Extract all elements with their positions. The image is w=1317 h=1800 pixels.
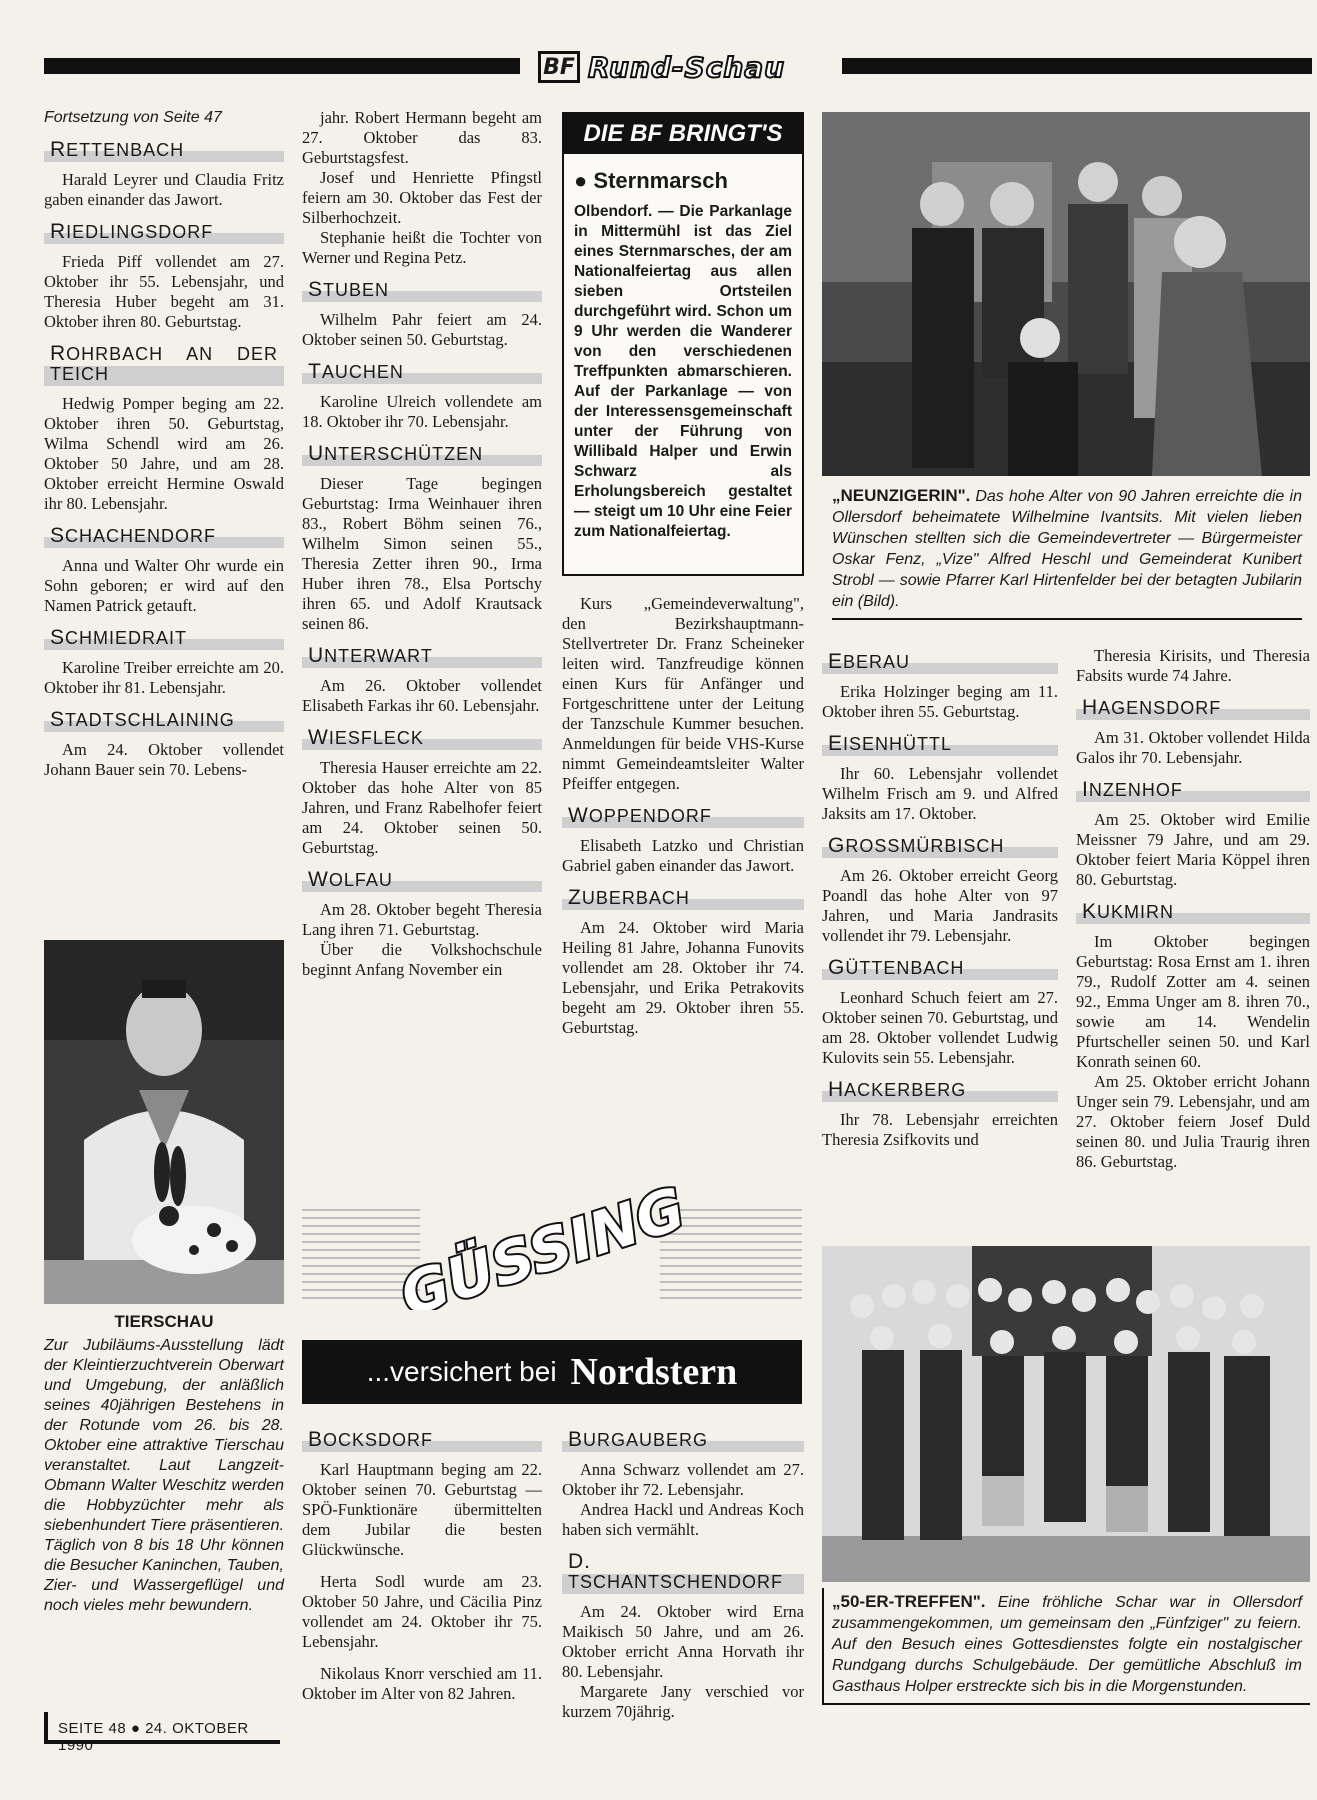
column-bottom-right — [562, 1418, 804, 1722]
paragraph: Harald Leyrer und Claudia Fritz gaben einander das Jawort. — [44, 170, 284, 209]
paragraph: Karoline Treiber erreichte am 20. Oktober ihr 81. Lebensjahr. — [44, 658, 284, 697]
paragraph: Am 25. Oktober erricht Johann Unger sein 79. Lebensjahr, und am 27. Oktober feiern Josef Duld seinen 80. und Julia Traurig ihren 86. Geburtstag. — [1076, 1072, 1310, 1171]
section-heading: EISENHÜTTL — [822, 732, 1058, 756]
section-heading: SCHMIEDRAIT — [44, 626, 284, 650]
section-heading: WOLFAU — [302, 868, 542, 892]
bf-bringts-box — [562, 112, 804, 576]
section-heading: KUKMIRN — [1076, 900, 1310, 924]
paragraph: Hedwig Pomper beging am 22. Oktober ihren 50. Geburtstag, Wilma Schendl wird am 26. Oktober 50 Jahre, und am 28. Oktober erreicht Hermine Oswald ihr 80. Lebensjahr. — [44, 394, 284, 513]
column-3 — [562, 594, 804, 1038]
col5-sections — [1076, 696, 1310, 1172]
paragraph: Erika Holzinger beging am 11. Oktober ihren 55. Geburtstag. — [822, 682, 1058, 721]
paragraph: Am 24. Oktober wird Maria Heiling 81 Jahre, Johanna Funovits vollendet am 28. Oktober ihr 74. Lebensjahr, und Erika Petrakovits begeht am 29. Oktober ihren 55. Geburtstag. — [562, 918, 804, 1037]
section-heading: EBERAU — [822, 650, 1058, 674]
50er-treffen-caption — [822, 1588, 1310, 1705]
section-heading: SCHACHENDORF — [44, 524, 284, 548]
paragraph: Anna und Walter Ohr wurde ein Sohn geboren; er wird auf den Namen Patrick getauft. — [44, 556, 284, 615]
paragraph: Elisabeth Latzko und Christian Gabriel gaben einander das Jawort. — [562, 836, 804, 875]
paragraph: Kurs „Gemeindeverwaltung", den Bezirkshauptmann-Stellvertreter Dr. Franz Scheineker leiten wird. Tanzfreudige können einen Kurs für Anfänger und Fortgeschrittene unter der Leitung der Tanzschule Kummer besuchen. Anmeldungen für beide VHS-Kurse nimmt Gemeindeamtsleiter Walter Pfeiffer entgegen. — [562, 594, 804, 793]
paragraph: Leonhard Schuch feiert am 27. Oktober seinen 70. Geburtstag, und am 28. Oktober vollendet Ludwig Kulovits sein 55. Lebensjahr. — [822, 988, 1058, 1067]
paragraph: Am 31. Oktober vollendet Hilda Galos ihr 70. Lebensjahr. — [1076, 728, 1310, 767]
paragraph: Frieda Piff vollendet am 27. Oktober ihr 55. Lebensjahr, und Theresia Huber begeht am 31. Oktober ihren 80. Geburtstag. — [44, 252, 284, 331]
ad-brand: Nordstern — [570, 1351, 738, 1393]
50er-treffen-photo — [822, 1246, 1310, 1582]
neunzigerin-text: Das hohe Alter von 90 Jahren erreichte die in Ollersdorf beheimatete Wilhelmine Ivantsits. Mit vielen lieben Wünschen stellten sich die Gemeindevertreter — Bürgermeister Oskar Fenz, „Vize" Alfred Heschl und Gemeinderat Kunibert Strobl — sowie Pfarrer Karl Hirtenfelder bei der betagten Jubilarin ein (Bild). — [832, 488, 1303, 610]
paragraph: Herta Sodl wurde am 23. Oktober 50 Jahre, und Cäcilia Pinz vollendet am 24. Oktober ihr 75. Lebensjahr. — [302, 1572, 542, 1651]
section-heading: RIEDLINGSDORF — [44, 220, 284, 244]
section-heading: HAGENSDORF — [1076, 696, 1310, 720]
paragraph: jahr. Robert Hermann begeht am 27. Oktober das 83. Geburtstagsfest. — [302, 108, 542, 167]
section-heading: STUBEN — [302, 278, 542, 302]
header-rule-left — [44, 58, 520, 74]
50er-treffen-text: Eine fröhliche Schar war in Ollersdorf zusammengekommen, um gemeinsam den „Fünfziger" zu feiern. Auf den Besuch eines Gottesdienstes folgte ein nostalgischer Rundgang durchs Schulgebäude. Der gemütliche Abschluß im Gasthaus Holper erstreckte sich bis in die Morgenstunden. — [832, 1594, 1303, 1695]
tierschau-text: Zur Jubiläums-Ausstellung lädt der Kleintierzuchtverein Oberwart und Umgebung, der anläßlich seines 40jährigen Bestehens in der Rotunde vom 26. bis 28. Oktober eine attraktive Tierschau veranstaltet. Laut Langzeit-Obmann Walter Weschitz werden die Hobbyzüchter mehr als siebenhundert Tiere präsentieren. Täglich von 8 bis 18 Uhr können die Besucher Kaninchen, Tauben, Zier- und Wassergeflügel und noch vieles mehr bewundern. — [44, 1337, 285, 1614]
gussing-word: GÜSSING — [392, 1174, 693, 1310]
tierschau-caption — [44, 1312, 284, 1616]
section-heading: D. TSCHANTSCHENDORF — [562, 1550, 804, 1594]
gussing-banner-graphic — [302, 1160, 802, 1310]
header-rule-right — [842, 58, 1312, 74]
section-heading: INZENHOF — [1076, 778, 1310, 802]
paragraph: Am 26. Oktober erreicht Georg Poandl das hohe Alter von 97 Jahren, und Maria Jandrasits vollendet ihr 79. Lebensjahr. — [822, 866, 1058, 945]
col4-sections — [822, 650, 1058, 1150]
paragraph: Theresia Kirisits, und Theresia Fabsits wurde 74 Jahre. — [1076, 646, 1310, 685]
paragraph: Josef und Henriette Pfingstl feiern am 30. Oktober das Fest der Silberhochzeit. — [302, 168, 542, 227]
continuation-note: Fortsetzung von Seite 47 — [44, 109, 222, 126]
paragraph: Margarete Jany verschied vor kurzem 70jährig. — [562, 1682, 804, 1721]
paragraph: Ihr 78. Lebensjahr erreichten Theresia Zsifkovits und — [822, 1110, 1058, 1149]
neunzigerin-photo-image — [822, 112, 1310, 476]
section-heading: UNTERSCHÜTZEN — [302, 442, 542, 466]
bottom-left-sections — [302, 1428, 542, 1704]
box-text: Olbendorf. — Die Parkanlage in Mittermühl ist das Ziel eines Sternmarsches, der am Nationalfeiertag aus allen sieben Ortsteilen durchgeführt wird. Schon um 9 Uhr werden die Wanderer von den verschiedenen Treffpunkten abmarschieren. Auf der Parkanlage — von der Interessensgemeinschaft unter der Führung von Willibald Halper und Erwin Schwarz als Erholungsbereich gestaltet — steigt um 10 Uhr eine Feier zum Nationalfeiertag. — [574, 203, 792, 540]
section-heading: WIESFLECK — [302, 726, 542, 750]
neunzigerin-photo — [822, 112, 1310, 476]
paragraph: Im Oktober begingen Geburtstag: Rosa Ernst am 1. ihren 79., Rudolf Zotter am 4. seinen 92., Emma Unger am 8. ihren 70., sowie am 14. Wendelin Pfurtscheller seinen 50. und Karl Konrath seinen 60. — [1076, 932, 1310, 1071]
column-bottom-left — [302, 1418, 542, 1704]
paragraph: Ihr 60. Lebensjahr vollendet Wilhelm Frisch am 9. und Alfred Jaksits am 17. Oktober. — [822, 764, 1058, 823]
paragraph: Über die Volkshochschule beginnt Anfang November ein — [302, 940, 542, 979]
ad-pretext: ...versichert bei — [366, 1356, 557, 1387]
section-heading: RETTENBACH — [44, 138, 284, 162]
box-subtitle: ● Sternmarsch — [574, 168, 728, 193]
section-heading: HACKERBERG — [822, 1078, 1058, 1102]
column-1 — [44, 108, 284, 780]
rabbit-photo — [44, 940, 284, 1304]
col2-sections — [302, 278, 542, 980]
paragraph: Am 24. Oktober vollendet Johann Bauer sein 70. Lebens- — [44, 740, 284, 779]
neunzigerin-caption — [832, 486, 1302, 620]
paragraph: Wilhelm Pahr feiert am 24. Oktober seinen 50. Geburtstag. — [302, 310, 542, 349]
section-title: Rund-Schau — [588, 50, 786, 84]
bottom-right-sections — [562, 1428, 804, 1722]
column-5 — [1076, 646, 1310, 1172]
tierschau-title: TIERSCHAU — [114, 1312, 214, 1331]
box-title: DIE BF BRINGT'S — [564, 114, 802, 154]
paragraph: Theresia Hauser erreichte am 22. Oktober das hohe Alter von 85 Jahren, und Franz Rabelhofer feiert am 24. Oktober seinen 50. Geburtstag. — [302, 758, 542, 857]
col1-sections — [44, 138, 284, 780]
paragraph: Stephanie heißt die Tochter von Werner und Regina Petz. — [302, 228, 542, 267]
paragraph: Andrea Hackl und Andreas Koch haben sich vermählt. — [562, 1500, 804, 1539]
col3-sections — [562, 804, 804, 1038]
gussing-banner — [302, 1160, 802, 1310]
paragraph: Anna Schwarz vollendet am 27. Oktober ihr 72. Lebensjahr. — [562, 1460, 804, 1499]
section-heading: STADTSCHLAINING — [44, 708, 284, 732]
rabbit-photo-image — [44, 940, 284, 1304]
section-heading: ROHRBACH AN DER TEICH — [44, 342, 284, 386]
paragraph: Am 24. Oktober wird Erna Maikisch 50 Jahre, und am 26. Oktober erricht Anna Horvath ihr 80. Lebensjahr. — [562, 1602, 804, 1681]
col3-intro — [562, 594, 804, 794]
paragraph: Am 28. Oktober begeht Theresia Lang ihren 71. Geburtstag. — [302, 900, 542, 939]
column-2 — [302, 108, 542, 980]
paragraph: Dieser Tage begingen Geburtstag: Irma Weinhauer ihren 83., Robert Böhm seinen 76., Wilhelm Simon seinen 55., Theresia Zetter ihren 90., Irma Huber ihren 78., Elsa Portschy ihren 65. und Adolf Krautsack seinen 86. — [302, 474, 542, 633]
bf-logo: BF — [538, 51, 580, 83]
50er-treffen-title: „50-ER-TREFFEN". — [832, 1592, 986, 1611]
section-heading: GÜTTENBACH — [822, 956, 1058, 980]
neunzigerin-title: „NEUNZIGERIN". — [832, 486, 971, 505]
section-heading: GROSSMÜRBISCH — [822, 834, 1058, 858]
section-heading: WOPPENDORF — [562, 804, 804, 828]
paragraph: Karoline Ulreich vollendete am 18. Oktober ihr 70. Lebensjahr. — [302, 392, 542, 431]
paragraph: Karl Hauptmann beging am 22. Oktober seinen 70. Geburtstag — SPÖ-Funktionäre übermittelten dem Jubilar die besten Glückwünsche. — [302, 1460, 542, 1559]
col5-intro — [1076, 646, 1310, 686]
section-header — [538, 50, 828, 84]
section-heading: TAUCHEN — [302, 360, 542, 384]
paragraph: Am 26. Oktober vollendet Elisabeth Farkas ihr 60. Lebensjahr. — [302, 676, 542, 715]
section-heading: UNTERWART — [302, 644, 542, 668]
column-4 — [822, 640, 1058, 1150]
paragraph: Nikolaus Knorr verschied am 11. Oktober im Alter von 82 Jahren. — [302, 1664, 542, 1703]
nordstern-ad — [302, 1340, 802, 1404]
section-heading: BURGAUBERG — [562, 1428, 804, 1452]
col2-intro — [302, 108, 542, 268]
paragraph: Am 25. Oktober wird Emilie Meissner 79 Jahre, und am 29. Oktober feiert Maria Köppel ihren 80. Geburtstag. — [1076, 810, 1310, 889]
section-heading: ZUBERBACH — [562, 886, 804, 910]
50er-treffen-photo-image — [822, 1246, 1310, 1582]
section-heading: BOCKSDORF — [302, 1428, 542, 1452]
page-footer: SEITE 48 ● 24. OKTOBER 1990 — [44, 1712, 280, 1744]
